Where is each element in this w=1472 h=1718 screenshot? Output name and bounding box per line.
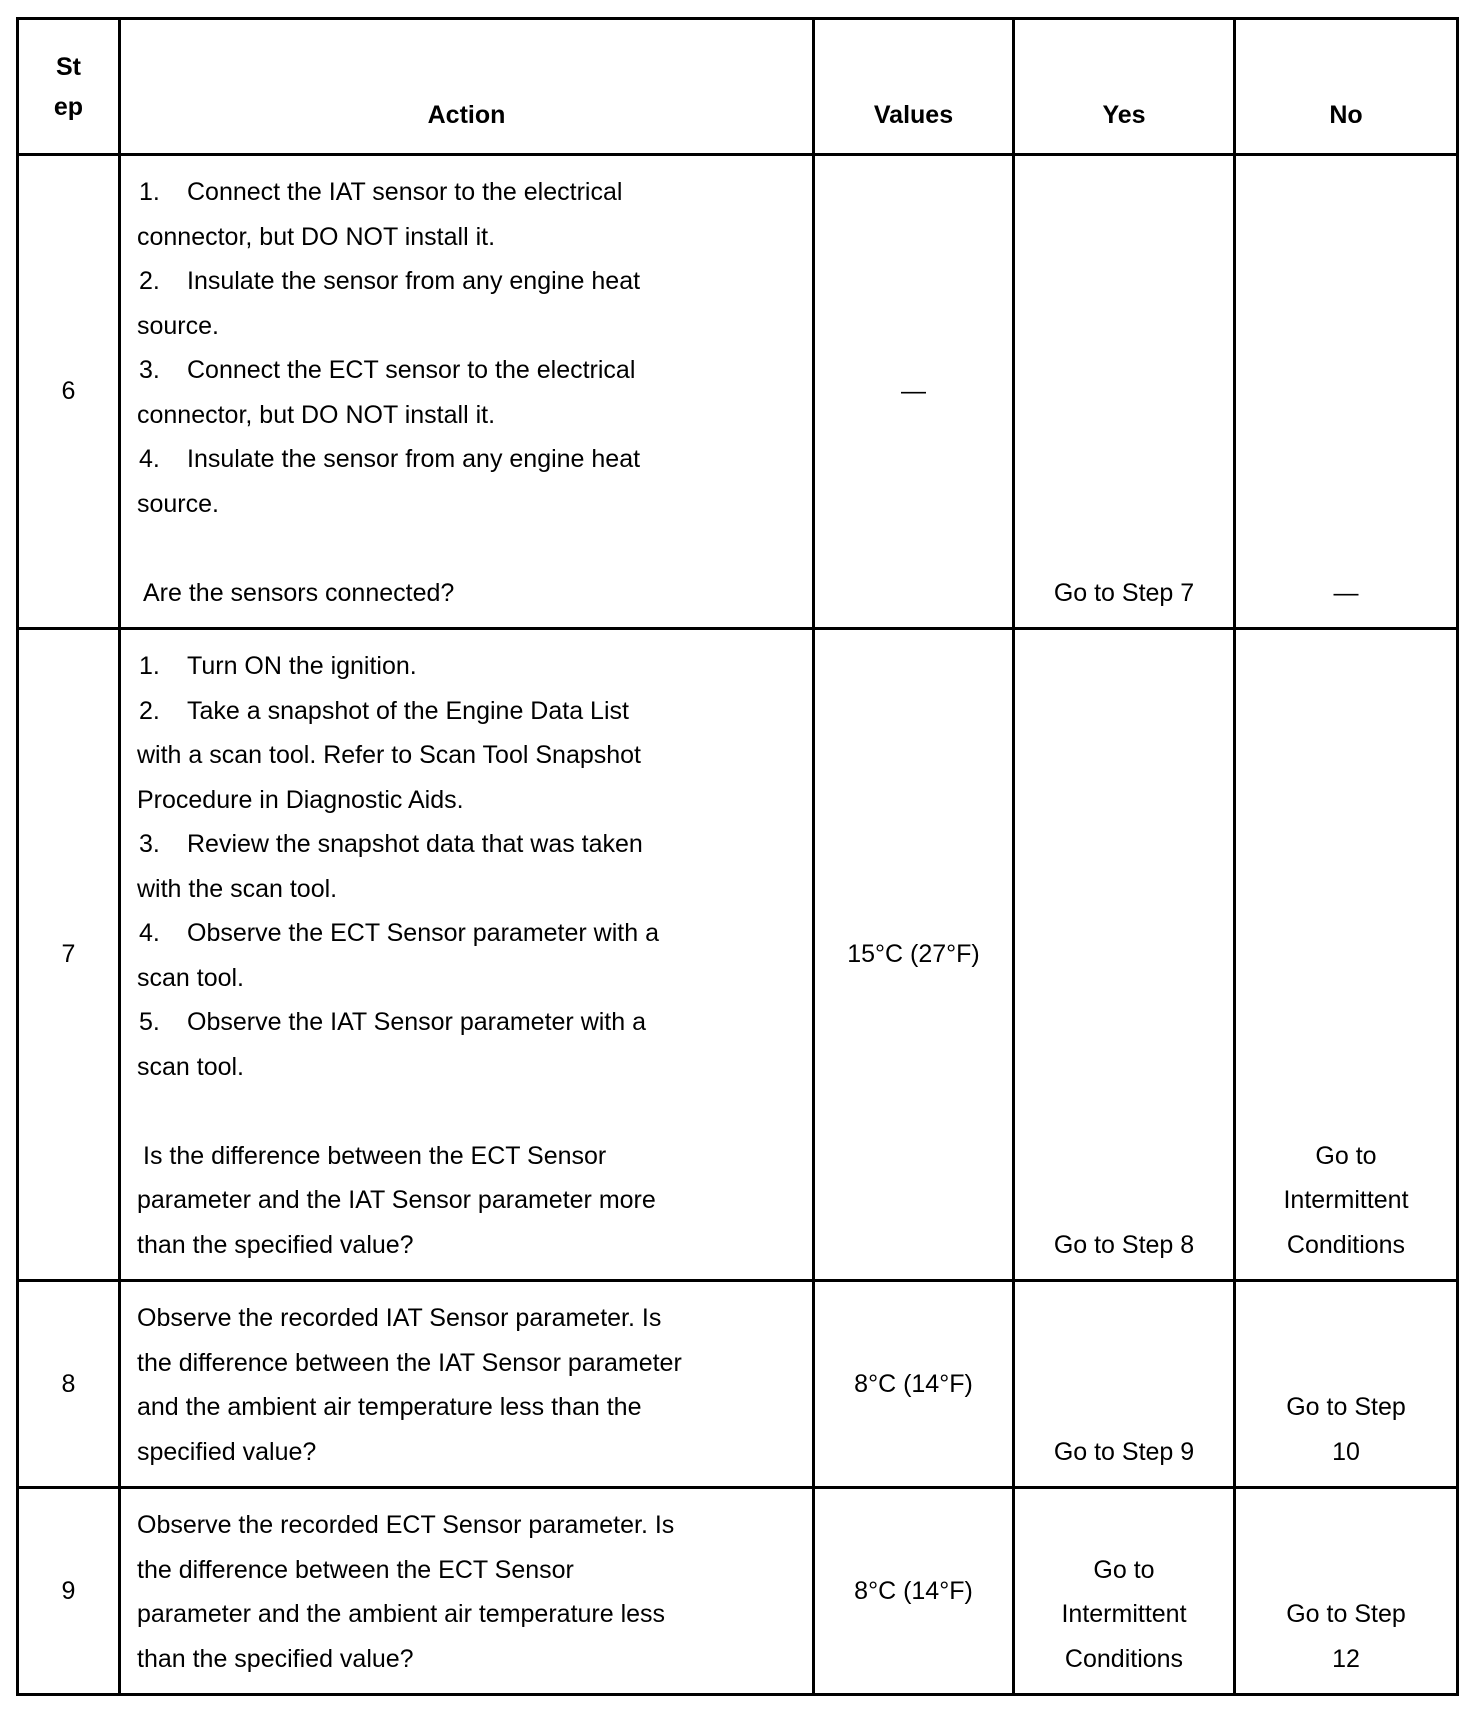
values-cell: 15°C (27°F) (814, 629, 1014, 1281)
action-item: 2. Take a snapshot of the Engine Data List (139, 696, 629, 725)
step-number: 6 (18, 155, 120, 629)
action-item: 3. Connect the ECT sensor to the electrical (139, 356, 636, 384)
table-row (18, 1488, 1458, 1695)
values-cell: — (814, 155, 1014, 629)
header-row (18, 19, 1458, 155)
yes-line: Go to (1093, 1555, 1155, 1584)
no-line: Conditions (1286, 1230, 1406, 1259)
header-no: No (1235, 19, 1458, 155)
action-item-cont: source. (137, 311, 219, 340)
action-item-cont: Procedure in Diagnostic Aids. (137, 785, 464, 814)
action-item: 1. Turn ON the ignition. (139, 652, 417, 680)
action-item: 1. Connect the IAT sensor to the electrical (139, 178, 623, 206)
step-number: 8 (18, 1281, 120, 1488)
yes-line: Conditions (1064, 1644, 1184, 1673)
header-values: Values (814, 19, 1014, 155)
no-cell (1235, 629, 1458, 1281)
no-line: 10 (1332, 1437, 1360, 1466)
no-line: Go to (1315, 1141, 1377, 1170)
action-item-cont: connector, but DO NOT install it. (137, 400, 496, 429)
action-text: the difference between the IAT Sensor parameter (137, 1348, 682, 1377)
action-item-cont: scan tool. (137, 963, 245, 992)
action-item: 4. Observe the ECT Sensor parameter with a (139, 919, 659, 947)
yes-cell: Go to Step 8 (1014, 629, 1235, 1281)
step-number: 9 (18, 1488, 120, 1695)
step-number: 7 (18, 629, 120, 1281)
action-question: than the specified value? (137, 1230, 414, 1259)
diagnostic-table (16, 17, 1459, 1696)
action-item-cont: with the scan tool. (137, 874, 338, 903)
action-question: Is the difference between the ECT Sensor (143, 1141, 607, 1170)
action-item: 5. Observe the IAT Sensor parameter with a (139, 1008, 647, 1036)
table-row (18, 155, 1458, 629)
header-step (18, 19, 120, 155)
action-text: Observe the recorded IAT Sensor parameter. Is (137, 1304, 662, 1332)
action-cell (120, 155, 814, 629)
action-item-cont: source. (137, 489, 219, 518)
yes-line: Intermittent (1061, 1600, 1187, 1628)
header-step-line-1: St (56, 52, 81, 81)
action-text: parameter and the ambient air temperature less (137, 1600, 666, 1628)
action-text: than the specified value? (137, 1644, 414, 1673)
values-cell: 8°C (14°F) (814, 1281, 1014, 1488)
action-item-cont: scan tool. (137, 1052, 245, 1081)
header-yes: Yes (1014, 19, 1235, 155)
table-row (18, 1281, 1458, 1488)
action-item: 4. Insulate the sensor from any engine heat (139, 445, 641, 473)
no-line: Go to Step (1286, 1393, 1406, 1421)
action-item-cont: with a scan tool. Refer to Scan Tool Snapshot (137, 741, 642, 769)
table-row (18, 629, 1458, 1281)
no-cell (1235, 1488, 1458, 1695)
values-cell: 8°C (14°F) (814, 1488, 1014, 1695)
no-cell: — (1235, 155, 1458, 629)
header-action: Action (120, 19, 814, 155)
header-step-line-2: ep (53, 92, 84, 121)
action-question: parameter and the IAT Sensor parameter more (137, 1186, 656, 1214)
action-cell (120, 1488, 814, 1695)
no-line: Go to Step (1286, 1600, 1406, 1628)
yes-cell (1014, 1488, 1235, 1695)
action-question: Are the sensors connected? (143, 578, 455, 607)
action-text: specified value? (137, 1437, 317, 1466)
yes-cell: Go to Step 7 (1014, 155, 1235, 629)
no-line: 12 (1332, 1644, 1360, 1673)
action-item-cont: connector, but DO NOT install it. (137, 222, 496, 251)
action-text: Observe the recorded ECT Sensor parameter. Is (137, 1511, 675, 1539)
no-cell (1235, 1281, 1458, 1488)
action-item: 3. Review the snapshot data that was taken (139, 830, 643, 858)
action-text: the difference between the ECT Sensor (137, 1555, 574, 1584)
action-item: 2. Insulate the sensor from any engine heat (139, 267, 641, 295)
no-line: Intermittent (1283, 1186, 1409, 1214)
action-cell (120, 629, 814, 1281)
action-text: and the ambient air temperature less than the (137, 1393, 642, 1421)
action-cell (120, 1281, 814, 1488)
yes-cell: Go to Step 9 (1014, 1281, 1235, 1488)
